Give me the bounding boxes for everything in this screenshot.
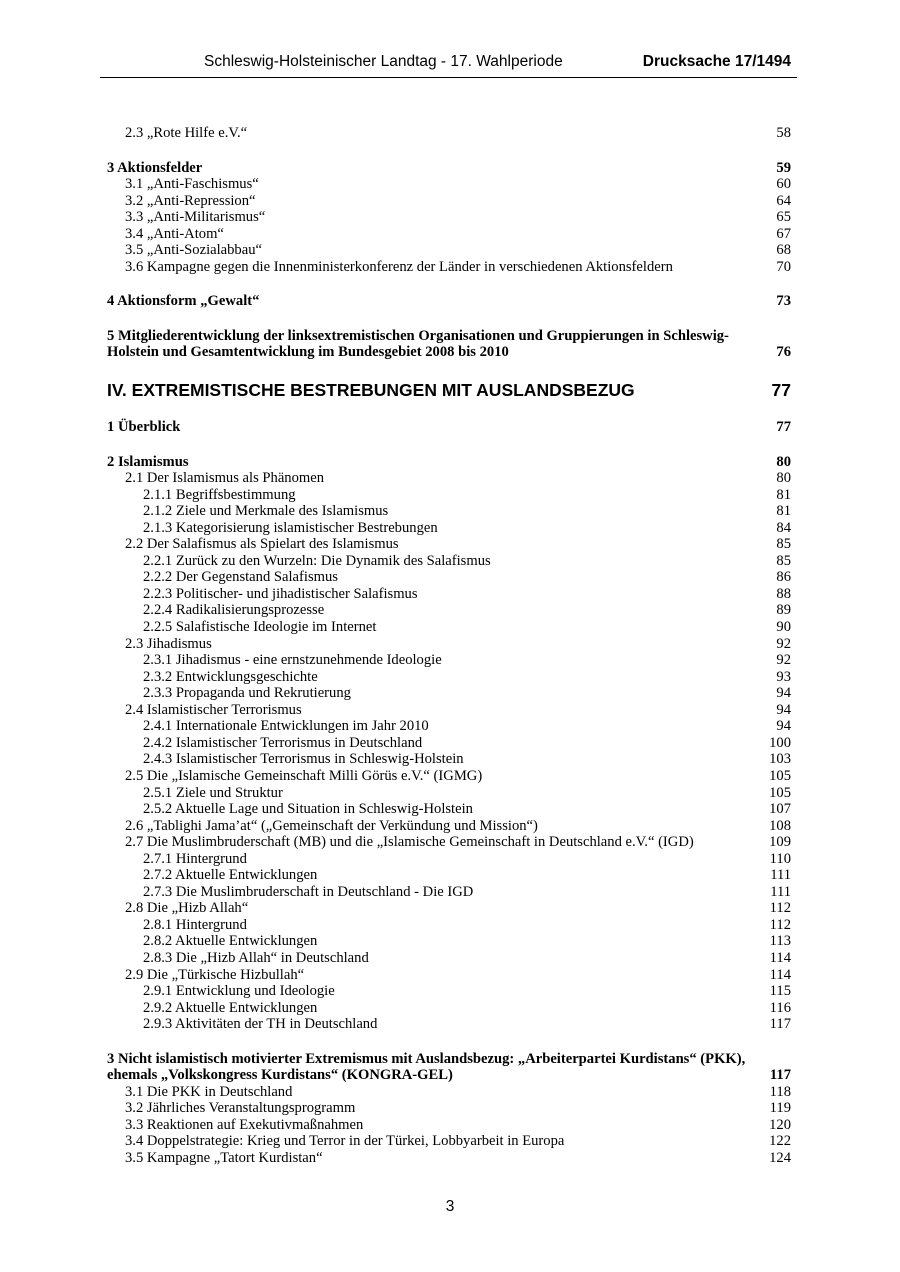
toc-entry	[107, 586, 791, 603]
toc-entry-page: 109	[769, 834, 791, 851]
toc-entry-title: IV. EXTREMISTISCHE BESTREBUNGEN MIT AUSLANDSBEZUG	[107, 380, 635, 401]
toc-entry	[107, 933, 791, 950]
toc-entry-page: 120	[769, 1116, 791, 1133]
toc-entry-page: 64	[776, 192, 791, 209]
toc-entry-page: 77	[776, 419, 791, 436]
toc-entry-title: 2.5 Die „Islamische Gemeinschaft Milli Görüs e.V.“ (IGMG)	[125, 767, 483, 784]
toc-entry-page: 85	[776, 536, 791, 553]
toc-entry-page: 89	[776, 602, 791, 619]
toc-entry	[107, 520, 791, 537]
toc-entry	[107, 867, 791, 884]
toc-entry-page: 107	[769, 801, 791, 818]
toc-entry-title: 2.7 Die Muslimbruderschaft (MB) und die „Islamische Gemeinschaft in Deutschland e.V.“ (IGD)	[125, 834, 694, 851]
toc-section-heading	[107, 454, 791, 471]
toc-spacer	[107, 401, 791, 419]
toc-spacer	[107, 436, 791, 454]
toc-entry-page: 94	[776, 718, 791, 735]
toc-entry-title: 3.5 Kampagne „Tatort Kurdistan“	[125, 1149, 323, 1166]
toc-entry-title: 2.7.2 Aktuelle Entwicklungen	[143, 867, 318, 884]
toc-entry-page: 111	[770, 867, 791, 884]
table-of-contents	[107, 125, 791, 1167]
toc-entry-title: 2.9.2 Aktuelle Entwicklungen	[143, 999, 318, 1016]
toc-entry-page: 114	[769, 949, 791, 966]
toc-entry	[107, 1016, 791, 1033]
toc-entry-page: 65	[776, 209, 791, 226]
toc-entry	[107, 487, 791, 504]
toc-entry-page: 114	[769, 966, 791, 983]
toc-entry-page: 94	[776, 685, 791, 702]
toc-entry-title: 2.9.1 Entwicklung und Ideologie	[143, 983, 335, 1000]
toc-entry-title: 2.4.3 Islamistischer Terrorismus in Schleswig-Holstein	[143, 751, 464, 768]
toc-entry-page: 88	[776, 585, 791, 602]
toc-spacer	[107, 142, 791, 160]
toc-entry-page: 77	[771, 380, 791, 401]
toc-entry-title: 2.5.2 Aktuelle Lage und Situation in Schleswig-Holstein	[143, 801, 473, 818]
toc-entry-title: 2.7.1 Hintergrund	[143, 850, 247, 867]
toc-entry-page: 80	[776, 470, 791, 487]
toc-entry-page: 105	[769, 784, 791, 801]
toc-entry-page: 76	[776, 344, 791, 361]
toc-entry-title: Holstein und Gesamtentwicklung im Bundesgebiet 2008 bis 2010	[107, 344, 509, 361]
toc-entry-title: 2.6 „Tablighi Jama’at“ („Gemeinschaft der Verkündung und Mission“)	[125, 817, 538, 834]
toc-entry-title: 2.9 Die „Türkische Hizbullah“	[125, 966, 305, 983]
toc-entry	[107, 259, 791, 276]
toc-entry-title: 2.1.1 Begriffsbestimmung	[143, 486, 296, 503]
header-title: Schleswig-Holsteinischer Landtag - 17. Wahlperiode	[204, 53, 563, 70]
toc-entry-page: 111	[770, 883, 791, 900]
toc-entry-title: 3 Aktionsfelder	[107, 159, 203, 176]
toc-entry	[107, 917, 791, 934]
toc-entry	[107, 470, 791, 487]
toc-entry-page: 112	[769, 900, 791, 917]
toc-entry	[107, 503, 791, 520]
toc-entry	[107, 983, 791, 1000]
toc-entry-page: 85	[776, 552, 791, 569]
toc-entry-title: 2.2 Der Salafismus als Spielart des Islamismus	[125, 536, 399, 553]
toc-entry-title: 2.4.2 Islamistischer Terrorismus in Deutschland	[143, 734, 423, 751]
toc-entry	[107, 702, 791, 719]
toc-entry-title: 2.2.3 Politischer- und jihadistischer Salafismus	[143, 585, 418, 602]
toc-entry-page: 81	[776, 503, 791, 520]
toc-entry	[107, 718, 791, 735]
toc-entry	[107, 851, 791, 868]
toc-entry-page: 84	[776, 519, 791, 536]
header-doc-number: Drucksache 17/1494	[642, 53, 791, 70]
toc-entry-title: 2.2.4 Radikalisierungsprozesse	[143, 602, 325, 619]
page-number: 3	[445, 1198, 455, 1215]
toc-entry-title: 3.5 „Anti-Sozialabbau“	[125, 242, 262, 259]
toc-entry	[107, 209, 791, 226]
toc-entry-title: 2.7.3 Die Muslimbruderschaft in Deutschland - Die IGD	[143, 883, 474, 900]
toc-entry	[107, 900, 791, 917]
toc-entry-title: 2.3.2 Entwicklungsgeschichte	[143, 668, 318, 685]
toc-entry	[107, 125, 791, 142]
toc-entry-page: 113	[769, 933, 791, 950]
toc-entry	[107, 884, 791, 901]
toc-entry-page: 117	[769, 1067, 791, 1084]
toc-entry-page: 108	[769, 817, 791, 834]
toc-entry-page: 81	[776, 486, 791, 503]
toc-entry-title: 2.3 „Rote Hilfe e.V.“	[125, 125, 248, 141]
toc-entry-title: 3.2 Jährliches Veranstaltungsprogramm	[125, 1100, 356, 1117]
toc-entry	[107, 619, 791, 636]
toc-entry	[107, 652, 791, 669]
toc-entry	[107, 1000, 791, 1017]
toc-entry-page: 92	[776, 635, 791, 652]
toc-entry-page: 119	[769, 1100, 791, 1117]
toc-entry-title: 3.3 „Anti-Militarismus“	[125, 209, 266, 226]
toc-entry-page: 118	[769, 1083, 791, 1100]
toc-entry-title: 4 Aktionsform „Gewalt“	[107, 293, 260, 310]
toc-entry-title: 2.8.3 Die „Hizb Allah“ in Deutschland	[143, 949, 369, 966]
toc-entry-title: 2.3.3 Propaganda und Rekrutierung	[143, 685, 351, 702]
toc-entry-page: 59	[776, 159, 791, 176]
toc-entry-title: 2 Islamismus	[107, 453, 189, 470]
toc-entry-page: 105	[769, 767, 791, 784]
toc-entry-page: 94	[776, 701, 791, 718]
toc-entry	[107, 1117, 791, 1134]
toc-section-heading	[107, 1051, 791, 1068]
toc-entry-page: 117	[769, 1016, 791, 1033]
toc-entry-page: 103	[769, 751, 791, 768]
toc-section-heading	[107, 1067, 791, 1084]
toc-entry-page: 93	[776, 668, 791, 685]
toc-entry-page: 70	[776, 258, 791, 275]
toc-entry	[107, 193, 791, 210]
toc-entry-title: 2.2.2 Der Gegenstand Salafismus	[143, 569, 338, 586]
toc-entry	[107, 1100, 791, 1117]
toc-spacer	[107, 310, 791, 328]
toc-entry-title: 2.1.2 Ziele und Merkmale des Islamismus	[143, 503, 389, 520]
toc-entry-title: 2.2.5 Salafistische Ideologie im Internet	[143, 619, 377, 636]
toc-section-heading	[107, 344, 791, 361]
toc-entry-page: 86	[776, 569, 791, 586]
toc-entry-title: 3.2 „Anti-Repression“	[125, 192, 256, 209]
page-header	[100, 53, 797, 78]
toc-entry	[107, 569, 791, 586]
toc-entry-title: 3 Nicht islamistisch motivierter Extremismus mit Auslandsbezug: „Arbeiterpartei Kurdistans“ (PKK),	[107, 1050, 746, 1067]
toc-entry-title: 2.8.2 Aktuelle Entwicklungen	[143, 933, 318, 950]
toc-entry	[107, 636, 791, 653]
toc-entry-title: 2.1 Der Islamismus als Phänomen	[125, 470, 325, 487]
toc-spacer	[107, 1033, 791, 1051]
toc-entry-page: 112	[769, 916, 791, 933]
toc-chapter-heading	[107, 379, 791, 401]
toc-entry-title: 3.1 „Anti-Faschismus“	[125, 176, 259, 193]
toc-entry-title: 3.3 Reaktionen auf Exekutivmaßnahmen	[125, 1116, 364, 1133]
toc-entry-page: 67	[776, 225, 791, 242]
toc-entry	[107, 602, 791, 619]
toc-section-heading	[107, 328, 791, 345]
toc-entry-title: ehemals „Volkskongress Kurdistans“ (KONGRA-GEL)	[107, 1067, 453, 1084]
toc-entry-page: 73	[776, 293, 791, 310]
toc-entry-title: 2.8 Die „Hizb Allah“	[125, 900, 249, 917]
toc-entry-page: 90	[776, 619, 791, 636]
toc-entry	[107, 553, 791, 570]
toc-entry	[107, 176, 791, 193]
toc-entry	[107, 226, 791, 243]
toc-entry-page: 116	[769, 999, 791, 1016]
toc-entry-page: 58	[776, 125, 791, 141]
toc-entry	[107, 950, 791, 967]
toc-entry-page: 110	[769, 850, 791, 867]
toc-entry	[107, 685, 791, 702]
toc-entry	[107, 669, 791, 686]
toc-entry-title: 3.4 „Anti-Atom“	[125, 225, 224, 242]
toc-entry	[107, 242, 791, 259]
toc-entry	[107, 768, 791, 785]
toc-entry-title: 2.1.3 Kategorisierung islamistischer Bestrebungen	[143, 519, 438, 536]
toc-entry-title: 2.4.1 Internationale Entwicklungen im Jahr 2010	[143, 718, 429, 735]
toc-entry-title: 3.4 Doppelstrategie: Krieg und Terror in der Türkei, Lobbyarbeit in Europa	[125, 1133, 565, 1150]
toc-entry-page: 68	[776, 242, 791, 259]
toc-entry-page: 92	[776, 652, 791, 669]
toc-entry-page: 124	[769, 1149, 791, 1166]
toc-entry	[107, 1150, 791, 1167]
toc-entry	[107, 801, 791, 818]
toc-entry	[107, 536, 791, 553]
toc-entry-title: 3.1 Die PKK in Deutschland	[125, 1083, 293, 1100]
toc-entry-title: 2.3.1 Jihadismus - eine ernstzunehmende Ideologie	[143, 652, 442, 669]
toc-entry-page: 122	[769, 1133, 791, 1150]
toc-entry	[107, 735, 791, 752]
toc-section-heading	[107, 293, 791, 310]
toc-entry	[107, 785, 791, 802]
toc-entry-title: 5 Mitgliederentwicklung der linksextremistischen Organisationen und Gruppierungen in Schleswig-	[107, 327, 729, 344]
toc-entry-page: 80	[776, 453, 791, 470]
toc-entry-title: 2.2.1 Zurück zu den Wurzeln: Die Dynamik des Salafismus	[143, 552, 491, 569]
toc-entry-page: 115	[769, 983, 791, 1000]
toc-entry-title: 2.3 Jihadismus	[125, 635, 212, 652]
toc-entry	[107, 818, 791, 835]
toc-entry-title: 2.4 Islamistischer Terrorismus	[125, 701, 302, 718]
toc-section-heading	[107, 160, 791, 177]
toc-entry-page: 100	[769, 734, 791, 751]
toc-entry-page: 60	[776, 176, 791, 193]
toc-entry-title: 2.8.1 Hintergrund	[143, 916, 247, 933]
toc-entry	[107, 967, 791, 984]
toc-entry	[107, 834, 791, 851]
toc-section-heading	[107, 419, 791, 436]
toc-entry	[107, 1133, 791, 1150]
toc-entry	[107, 751, 791, 768]
toc-entry	[107, 1084, 791, 1101]
toc-spacer	[107, 361, 791, 379]
toc-entry-title: 3.6 Kampagne gegen die Innenministerkonferenz der Länder in verschiedenen Aktionsfeldern	[125, 258, 673, 275]
toc-entry-title: 2.5.1 Ziele und Struktur	[143, 784, 283, 801]
toc-spacer	[107, 275, 791, 293]
toc-entry-title: 2.9.3 Aktivitäten der TH in Deutschland	[143, 1016, 378, 1033]
toc-entry-title: 1 Überblick	[107, 419, 181, 436]
